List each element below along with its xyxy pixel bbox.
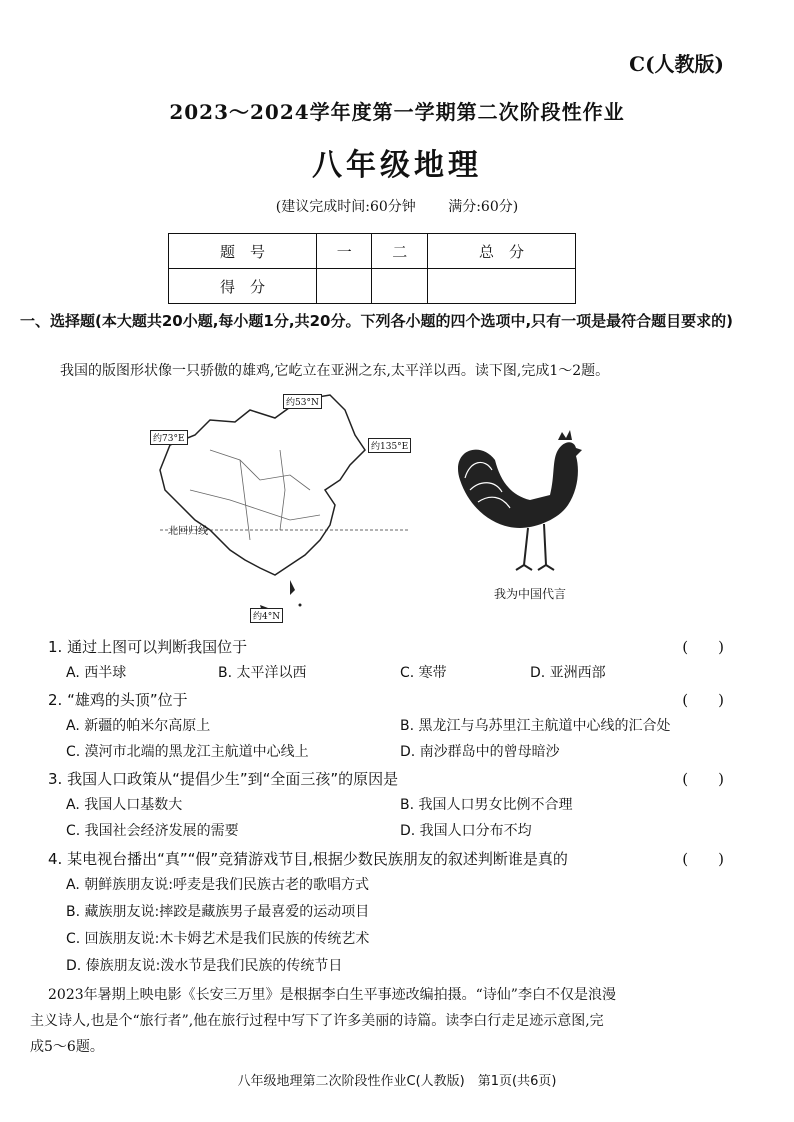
exam-subtitle: 2023～2024学年度第一学期第二次阶段性作业 — [169, 100, 625, 124]
option-d[interactable]: D. 傣族朋友说:泼水节是我们民族的传统节日 — [66, 958, 343, 974]
answer-blank[interactable]: ( ) — [682, 770, 724, 788]
passage-line: 主义诗人,也是个“旅行者”,他在旅行过程中写下了许多美丽的诗篇。读李白行走足迹示意图,完 — [30, 1013, 604, 1029]
page-footer: 八年级地理第二次阶段性作业C(人教版) 第1页(共6页) — [237, 1074, 557, 1089]
option-a[interactable]: A. 西半球 — [66, 665, 127, 681]
question-stem: 2. “雄鸡的头顶”位于 — [48, 691, 188, 709]
score-cell[interactable] — [316, 269, 372, 304]
time-note: (建议完成时间:60分钟 — [275, 199, 416, 215]
option-c[interactable]: C. 我国社会经济发展的需要 — [66, 823, 239, 839]
exam-title: 八年级地理 — [312, 148, 482, 183]
label-4n: 约4°N — [250, 608, 283, 623]
rooster-icon — [440, 420, 620, 580]
option-d[interactable]: D. 南沙群岛中的曾母暗沙 — [400, 744, 560, 760]
score-table-header-row — [169, 234, 576, 269]
china-map-outline — [150, 390, 420, 630]
section-heading: 一、选择题(本大题共20小题,每小题1分,共20分。下列各小题的四个选项中,只有一项是最符合题目要求的) — [20, 312, 733, 330]
score-cell[interactable] — [372, 269, 428, 304]
question-stem: 4. 某电视台播出“真”“假”竞猜游戏节目,根据少数民族朋友的叙述判断谁是真的 — [48, 850, 568, 868]
label-53n: 约53°N — [283, 394, 322, 409]
tropic-label: 北回归线 — [168, 526, 208, 537]
option-a[interactable]: A. 新疆的帕米尔高原上 — [66, 718, 211, 734]
answer-blank[interactable]: ( ) — [682, 638, 724, 656]
score-table-score-row — [169, 269, 576, 304]
question-stem: 1. 通过上图可以判断我国位于 — [48, 638, 248, 656]
rooster-caption: 我为中国代言 — [493, 587, 566, 601]
china-map — [150, 390, 420, 630]
passage — [30, 982, 748, 1060]
option-a[interactable]: A. 我国人口基数大 — [66, 797, 183, 813]
option-b[interactable]: B. 黑龙江与乌苏里江主航道中心线的汇合处 — [400, 718, 671, 734]
option-b[interactable]: B. 藏族朋友说:摔跤是藏族男子最喜爱的运动项目 — [66, 904, 370, 920]
option-c[interactable]: C. 漠河市北端的黑龙江主航道中心线上 — [66, 744, 309, 760]
label-135e: 约135°E — [368, 438, 411, 453]
option-b[interactable]: B. 太平洋以西 — [218, 665, 307, 681]
edition-label: C(人教版) — [629, 52, 724, 76]
answer-blank[interactable]: ( ) — [682, 850, 724, 868]
score-cell: 总 分 — [428, 234, 576, 269]
answer-blank[interactable]: ( ) — [682, 691, 724, 709]
score-cell: 题 号 — [169, 234, 317, 269]
passage-line: 成5～6题。 — [30, 1039, 104, 1055]
score-cell[interactable] — [428, 269, 576, 304]
option-c[interactable]: C. 回族朋友说:木卡姆艺术是我们民族的传统艺术 — [66, 931, 370, 947]
option-a[interactable]: A. 朝鲜族朋友说:呼麦是我们民族古老的歌唱方式 — [66, 877, 369, 893]
option-d[interactable]: D. 我国人口分布不均 — [400, 823, 532, 839]
label-73e: 约73°E — [150, 430, 188, 445]
question-stem: 3. 我国人口政策从“提倡少生”到“全面三孩”的原因是 — [48, 770, 399, 788]
score-note: 满分:60分) — [448, 199, 519, 215]
section-intro: 我国的版图形状像一只骄傲的雄鸡,它屹立在亚洲之东,太平洋以西。读下图,完成1～2题。 — [60, 363, 610, 379]
option-b[interactable]: B. 我国人口男女比例不合理 — [400, 797, 573, 813]
option-c[interactable]: C. 寒带 — [400, 665, 447, 681]
exam-meta — [0, 196, 794, 216]
score-cell: 得 分 — [169, 269, 317, 304]
passage-line: 2023年暑期上映电影《长安三万里》是根据李白生平事迹改编拍摄。“诗仙”李白不仅是浪漫 — [48, 987, 616, 1003]
score-table — [168, 233, 576, 304]
score-cell: 二 — [372, 234, 428, 269]
score-cell: 一 — [316, 234, 372, 269]
rooster-illustration — [440, 420, 620, 610]
option-d[interactable]: D. 亚洲西部 — [530, 665, 606, 681]
